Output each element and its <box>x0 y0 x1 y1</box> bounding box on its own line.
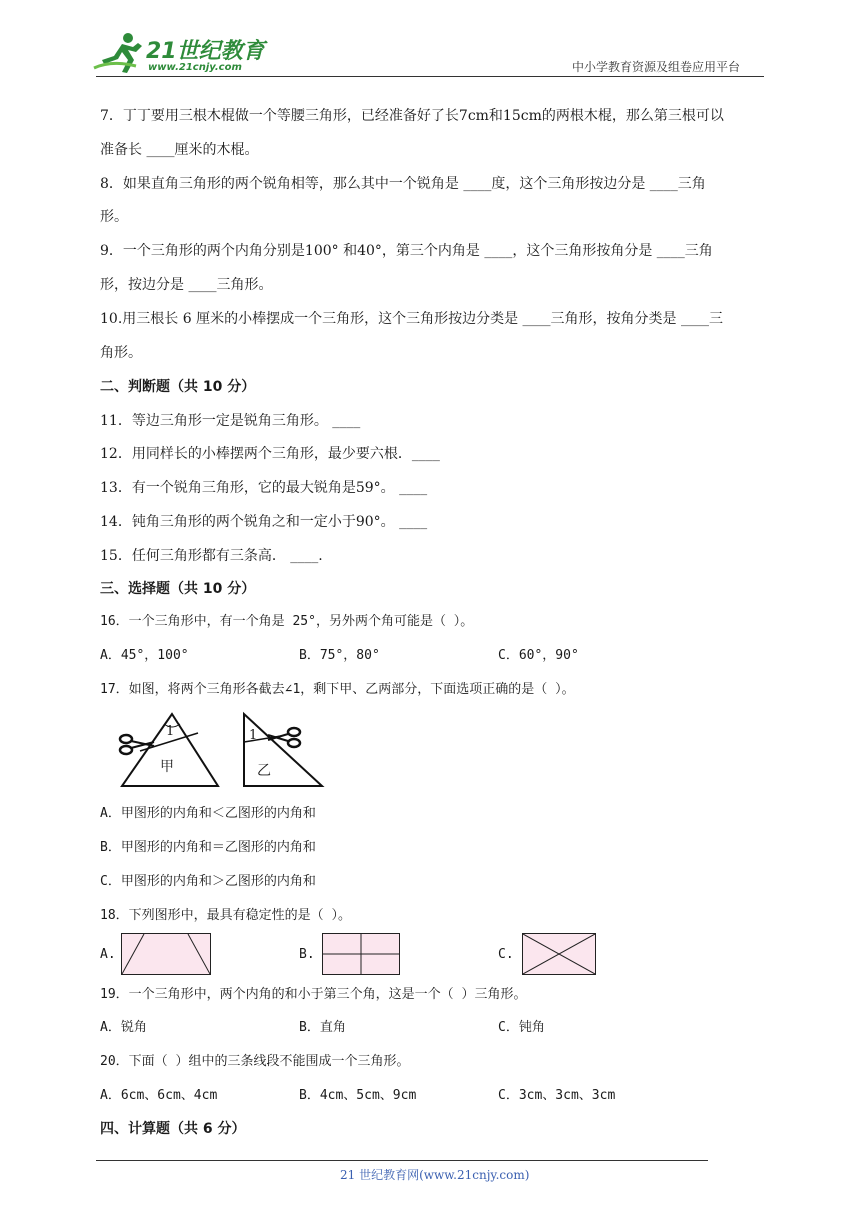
q16: 16．一个三角形中，有一个角是 25°，另外两个角可能是（ ）。 <box>100 614 474 629</box>
footer-text: 21 世纪教育网(www.21cnjy.com) <box>340 1168 530 1182</box>
q20-option-a: A．6cm、6cm、4cm <box>100 1088 218 1103</box>
q20-option-b: B．4cm、5cm、9cm <box>299 1088 417 1103</box>
q12: 12．用同样长的小棒摆两个三角形，最少要六根．____ <box>100 446 440 462</box>
header-divider <box>96 76 764 77</box>
q19-option-b: B．直角 <box>299 1020 346 1035</box>
q17-figure-svg <box>116 710 328 794</box>
q19-option-c: C．钝角 <box>498 1020 545 1035</box>
q17-figure <box>116 710 328 794</box>
q18-option-a: A. <box>100 947 116 962</box>
q10-line2: 角形。 <box>100 345 142 361</box>
footer-divider <box>96 1160 708 1161</box>
q16-option-a: A．45°，100° <box>100 648 189 663</box>
q18-option-c: C. <box>498 947 514 962</box>
q18-figure-b <box>322 933 400 975</box>
q13: 13．有一个锐角三角形，它的最大锐角是59°。 ____ <box>100 480 428 496</box>
q7-line1: 7．丁丁要用三根木棍做一个等腰三角形，已经准备好了长7cm和15cm的两根木棍，那么第三根可以 <box>100 108 724 124</box>
q20: 20．下面（ ）组中的三条线段不能围成一个三角形。 <box>100 1054 410 1069</box>
q8-line2: 形。 <box>100 209 128 225</box>
q19: 19．一个三角形中，两个内角的和小于第三个角，这是一个（ ）三角形。 <box>100 987 527 1002</box>
q19-option-a: A．锐角 <box>100 1020 147 1035</box>
logo <box>92 30 265 74</box>
q18-option-b: B. <box>299 947 315 962</box>
q9-line2: 形，按边分是 ____三角形。 <box>100 277 273 293</box>
logo-main-text: 21世纪教育 <box>146 39 265 64</box>
section-judge-title: 二、判断题（共 10 分） <box>100 379 256 395</box>
q9-line1: 9．一个三角形的两个内角分别是100° 和40°，第三个内角是 ____，这个三角形按角分是 ____三角 <box>100 243 713 259</box>
q18: 18．下列图形中，最具有稳定性的是（ ）。 <box>100 908 351 923</box>
q17-option-c: C．甲图形的内角和＞乙图形的内角和 <box>100 874 316 889</box>
q18-figure-a <box>121 933 211 975</box>
q8-line1: 8．如果直角三角形的两个锐角相等，那么其中一个锐角是 ____度，这个三角形按边分是 ____三角 <box>100 176 706 192</box>
header-right-text: 中小学教育资源及组卷应用平台 <box>572 60 741 74</box>
q10-line1: 10.用三根长 6 厘米的小棒摆成一个三角形，这个三角形按边分类是 ____三角形，按角分类是 ____三 <box>100 311 723 327</box>
logo-sub-text: www.21cnjy.com <box>148 62 242 73</box>
q17-angle-label-1: 1 <box>166 724 175 739</box>
q17-option-a: A．甲图形的内角和＜乙图形的内角和 <box>100 806 316 821</box>
q17-label-jia: 甲 <box>160 759 174 775</box>
q17-label-yi: 乙 <box>257 763 271 779</box>
q18-figure-c <box>522 933 596 975</box>
section-choice-title: 三、选择题（共 10 分） <box>100 581 256 597</box>
q20-option-c: C．3cm、3cm、3cm <box>498 1088 616 1103</box>
q11: 11．等边三角形一定是锐角三角形。 ____ <box>100 413 361 429</box>
q16-option-b: B．75°，80° <box>299 648 380 663</box>
scissors-icon-left <box>120 735 154 754</box>
q15: 15．任何三角形都有三条高． ____. <box>100 548 323 564</box>
runner-logo-icon <box>92 30 152 74</box>
q14: 14．钝角三角形的两个锐角之和一定小于90°。 ____ <box>100 514 428 530</box>
q17-option-b: B．甲图形的内角和＝乙图形的内角和 <box>100 840 316 855</box>
q17-angle-label-2: 1 <box>249 728 258 743</box>
q7-line2: 准备长 ____厘米的木棍。 <box>100 142 259 158</box>
q17: 17．如图，将两个三角形各截去∠1，剩下甲、乙两部分，下面选项正确的是（ ）。 <box>100 682 575 697</box>
section-calc-title: 四、计算题（共 6 分） <box>100 1121 246 1137</box>
q16-option-c: C．60°，90° <box>498 648 579 663</box>
